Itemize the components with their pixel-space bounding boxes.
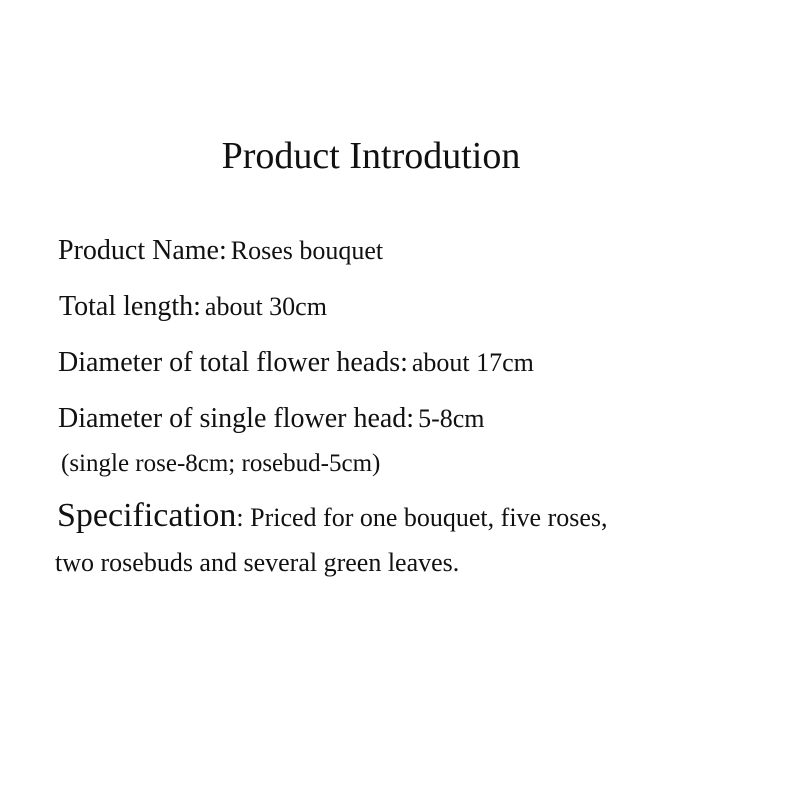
page-title: Product Introdution: [221, 135, 521, 177]
product-name-label: Product Name:: [58, 235, 227, 266]
total-heads-diameter-label: Diameter of total flower heads:: [58, 347, 408, 378]
single-head-diameter-label: Diameter of single flower head:: [58, 403, 415, 434]
total-heads-diameter-value: about 17cm: [411, 348, 534, 377]
product-name-row: [58, 234, 383, 272]
specification-label: Specification: [57, 497, 237, 534]
single-head-diameter-value: 5-8cm: [418, 404, 485, 433]
single-head-diameter-note: (single rose-8cm; rosebud-5cm): [61, 450, 381, 477]
product-name-value: Roses bouquet: [230, 236, 384, 265]
single-head-diameter-row: [58, 402, 485, 440]
specification-row: [57, 499, 608, 539]
total-length-row: [59, 290, 327, 328]
total-heads-diameter-row: [58, 346, 534, 384]
specification-value: : Priced for one bouquet, five roses,: [236, 503, 608, 532]
specification-continuation: two rosebuds and several green leaves.: [55, 548, 460, 577]
total-length-label: Total length:: [59, 291, 201, 322]
total-length-value: about 30cm: [204, 292, 327, 321]
